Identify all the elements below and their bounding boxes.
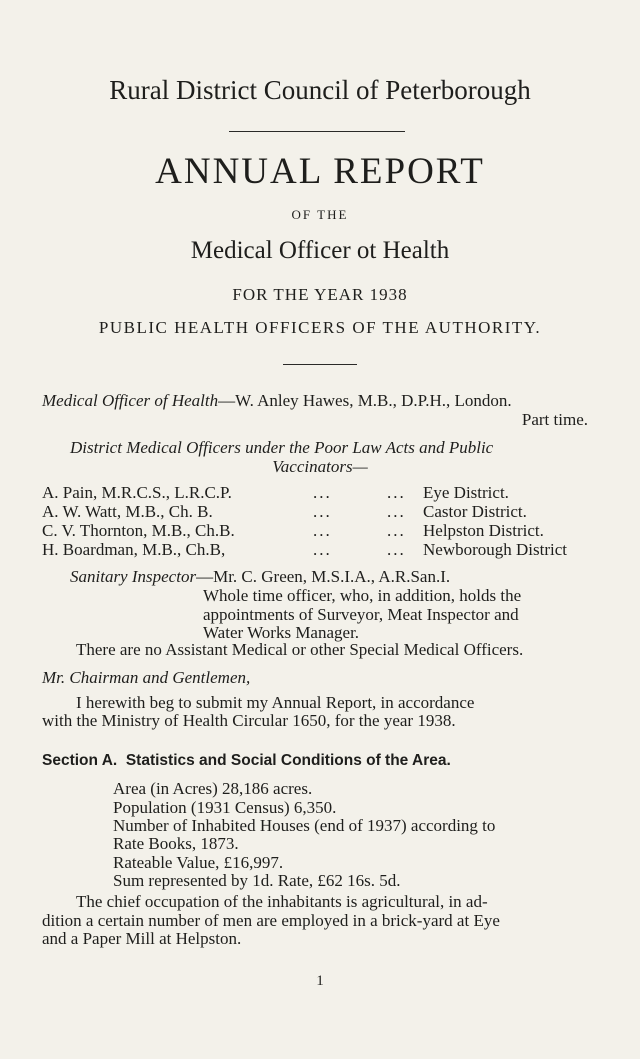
sanitary-detail-line: appointments of Surveyor, Meat Inspector and (203, 605, 519, 624)
year-line: FOR THE YEAR 1938 (232, 285, 408, 304)
district-row-name: H. Boardman, M.B., Ch.B, (42, 540, 226, 559)
stat-line: Rate Books, 1873. (113, 834, 239, 853)
district-row-dots: ... (387, 483, 406, 502)
sanitary-value: —Mr. C. Green, M.S.I.A., A.R.San.I. (196, 567, 451, 586)
stat-line: Number of Inhabited Houses (end of 1937) according to (113, 816, 496, 835)
district-row-district: Castor District. (423, 502, 527, 521)
district-row-dots: ... (387, 502, 406, 521)
occupation-para-line: dition a certain number of men are employed in a brick-yard at Eye (42, 911, 500, 930)
moh-label: Medical Officer of Health (42, 391, 219, 410)
letter-line: I herewith beg to submit my Annual Report, in accordance (76, 693, 475, 712)
moh-line (42, 391, 512, 411)
council-name: Rural District Council of Peterborough (109, 75, 531, 105)
stat-line: Population (1931 Census) 6,350. (113, 798, 337, 817)
of-the-label: OF THE (291, 207, 349, 222)
stat-line: Area (in Acres) 28,186 acres. (113, 779, 313, 798)
officers-heading: PUBLIC HEALTH OFFICERS OF THE AUTHORITY. (98, 318, 542, 337)
district-row-dots: ... (313, 502, 332, 521)
title-rule-top (229, 131, 405, 132)
salutation: Mr. Chairman and Gentlemen, (42, 668, 251, 687)
letter-line: with the Ministry of Health Circular 1650, for the year 1938. (42, 711, 456, 730)
sanitary-detail-line: Whole time officer, who, in addition, holds the (203, 586, 522, 605)
occupation-para-line: The chief occupation of the inhabitants is agricultural, in ad- (76, 892, 488, 911)
sanitary-line (70, 567, 450, 587)
occupation-para-line: and a Paper Mill at Helpston. (42, 929, 242, 948)
district-row-district: Eye District. (423, 483, 509, 502)
stat-line: Sum represented by 1d. Rate, £62 16s. 5d. (113, 871, 401, 890)
stat-line: Rateable Value, £16,997. (113, 853, 284, 872)
title-rule-bottom (283, 364, 357, 365)
page-number: 1 (316, 973, 324, 989)
no-assistant-line: There are no Assistant Medical or other Special Medical Officers. (76, 640, 524, 659)
district-heading-line1: District Medical Officers under the Poor Law Acts and Public (70, 438, 494, 457)
sanitary-label: Sanitary Inspector (70, 567, 197, 586)
district-row-dots: ... (387, 540, 406, 559)
moh-part-time: Part time. (521, 410, 588, 429)
district-row-dots: ... (313, 521, 332, 540)
district-row-district: Helpston District. (423, 521, 544, 540)
section-a-heading: Section A. Statistics and Social Conditions of the Area. (42, 752, 451, 769)
district-row-name: A. W. Watt, M.B., Ch. B. (42, 502, 213, 521)
report-subtitle: Medical Officer ot Health (190, 237, 450, 264)
district-row-name: C. V. Thornton, M.B., Ch.B. (42, 521, 235, 540)
sanitary-detail-line: Water Works Manager. (203, 623, 360, 642)
district-row-name: A. Pain, M.R.C.S., L.R.C.P. (42, 483, 232, 502)
report-title: ANNUAL REPORT (155, 151, 485, 192)
district-heading-line2: Vaccinators— (272, 457, 368, 476)
moh-value: —W. Anley Hawes, M.B., D.P.H., London. (218, 391, 512, 410)
district-row-dots: ... (313, 540, 332, 559)
district-row-district: Newborough District (423, 540, 568, 559)
district-row-dots: ... (387, 521, 406, 540)
district-row-dots: ... (313, 483, 332, 502)
